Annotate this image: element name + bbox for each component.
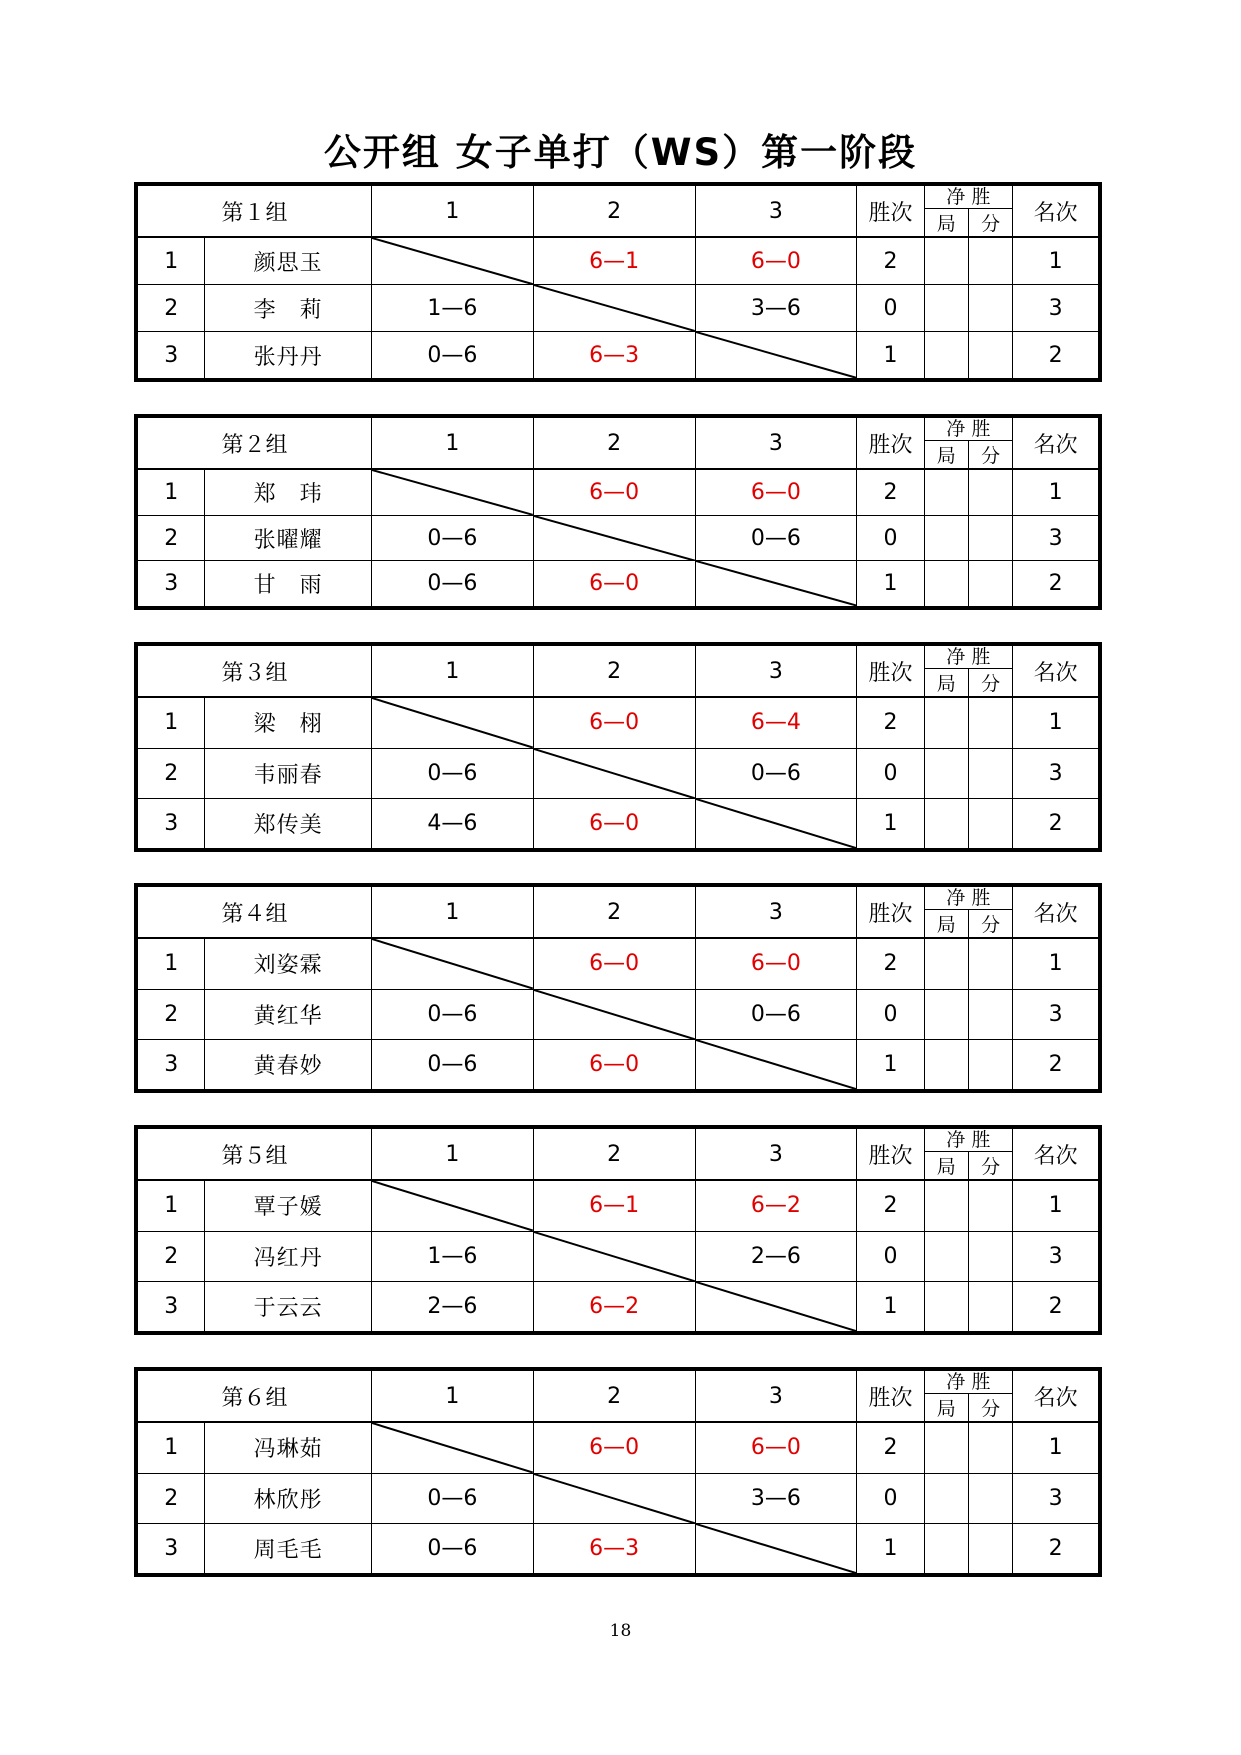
net-games-label: 局 [925, 441, 969, 468]
net-games-cell [924, 1523, 968, 1573]
player-name: 冯琳茹 [205, 1422, 372, 1473]
group-name: 第２组 [138, 418, 372, 470]
net-games-cell [924, 1422, 968, 1473]
score-cell: 6—0 [695, 1422, 857, 1473]
column-header-3: 3 [695, 1129, 857, 1181]
wins-cell: 2 [857, 938, 924, 989]
seed-number: 2 [138, 1473, 205, 1523]
player-name: 李 莉 [205, 285, 372, 332]
net-games-cell [924, 1231, 968, 1281]
player-name: 颜思玉 [205, 237, 372, 285]
score-cell: 0—6 [695, 748, 857, 798]
score-cell: 6—0 [695, 469, 857, 515]
seed-number: 3 [138, 561, 205, 607]
net-points-label: 分 [981, 213, 1001, 235]
net-points-cell [968, 515, 1012, 561]
table-row [138, 1473, 1099, 1523]
diagonal-cell [371, 237, 533, 285]
net-games-cell [924, 697, 968, 748]
rank-cell: 3 [1013, 1231, 1099, 1281]
score-cell: 2—6 [371, 1281, 533, 1331]
score-cell: 0—6 [371, 1523, 533, 1573]
net-games-label: 局 [925, 669, 969, 696]
score-cell: 6—0 [533, 1422, 695, 1473]
page-number: 18 [609, 1621, 632, 1641]
score-cell: 0—6 [371, 561, 533, 607]
net-points-cell [968, 469, 1012, 515]
diagonal-cell [695, 1523, 857, 1573]
rank-header: 名次 [1013, 1129, 1099, 1181]
net-games-label: 局 [925, 910, 969, 937]
table-row [138, 1231, 1099, 1281]
net-games-cell [924, 469, 968, 515]
seed-number: 2 [138, 1231, 205, 1281]
score-cell: 6—0 [533, 561, 695, 607]
seed-number: 3 [138, 1281, 205, 1331]
score-cell: 6—3 [533, 1523, 695, 1573]
group-name: 第６组 [138, 1371, 372, 1423]
rank-cell: 1 [1013, 1180, 1099, 1231]
net-wins-label: 净 胜 [925, 887, 1013, 910]
diagonal-cell [371, 697, 533, 748]
net-games-cell [924, 798, 968, 848]
column-header-2: 2 [533, 1129, 695, 1181]
seed-number: 3 [138, 1039, 205, 1089]
net-games-cell [924, 989, 968, 1039]
net-games-cell [924, 1180, 968, 1231]
table-row [138, 748, 1099, 798]
net-games-cell [924, 561, 968, 607]
table-row [138, 332, 1099, 379]
net-points-cell [968, 285, 1012, 332]
wins-cell: 1 [857, 561, 924, 607]
table-row [138, 1523, 1099, 1573]
wins-cell: 2 [857, 1180, 924, 1231]
net-points-cell [968, 332, 1012, 379]
column-header-1: 1 [371, 887, 533, 939]
diagonal-cell [371, 1180, 533, 1231]
player-name: 周毛毛 [205, 1523, 372, 1573]
table-row [138, 237, 1099, 285]
net-games-cell [924, 748, 968, 798]
column-header-3: 3 [695, 646, 857, 698]
score-cell: 6—4 [695, 697, 857, 748]
net-points-cell [968, 697, 1012, 748]
score-cell: 6—0 [533, 798, 695, 848]
table-row [138, 798, 1099, 848]
seed-number: 1 [138, 1180, 205, 1231]
net-wins-header [924, 887, 1013, 939]
net-points-cell [968, 1523, 1012, 1573]
rank-cell: 3 [1013, 748, 1099, 798]
player-name: 林欣彤 [205, 1473, 372, 1523]
wins-cell: 0 [857, 515, 924, 561]
score-cell: 2—6 [695, 1231, 857, 1281]
net-points-label: 分 [981, 673, 1001, 695]
wins-header: 胜次 [857, 418, 924, 470]
table-row [138, 938, 1099, 989]
wins-cell: 1 [857, 1281, 924, 1331]
score-cell: 6—0 [695, 938, 857, 989]
table-row [138, 1281, 1099, 1331]
net-points-cell [968, 748, 1012, 798]
seed-number: 1 [138, 237, 205, 285]
diagonal-cell [695, 798, 857, 848]
score-cell: 3—6 [695, 1473, 857, 1523]
net-wins-label: 净 胜 [925, 1371, 1013, 1394]
wins-header: 胜次 [857, 887, 924, 939]
seed-number: 1 [138, 938, 205, 989]
seed-number: 3 [138, 1523, 205, 1573]
column-header-3: 3 [695, 418, 857, 470]
player-name: 张曜耀 [205, 515, 372, 561]
wins-header: 胜次 [857, 1129, 924, 1181]
rank-cell: 3 [1013, 515, 1099, 561]
score-cell: 6—2 [533, 1281, 695, 1331]
wins-cell: 0 [857, 1473, 924, 1523]
group-table [134, 1367, 1102, 1577]
rank-header: 名次 [1013, 418, 1099, 470]
score-cell: 0—6 [371, 748, 533, 798]
player-name: 黄春妙 [205, 1039, 372, 1089]
group-name: 第４组 [138, 887, 372, 939]
net-games-cell [924, 938, 968, 989]
rank-header: 名次 [1013, 646, 1099, 698]
rank-cell: 2 [1013, 798, 1099, 848]
net-points-cell [968, 1231, 1012, 1281]
rank-cell: 3 [1013, 989, 1099, 1039]
net-games-cell [924, 1281, 968, 1331]
rank-cell: 1 [1013, 938, 1099, 989]
wins-cell: 0 [857, 285, 924, 332]
rank-header: 名次 [1013, 887, 1099, 939]
score-cell: 6—0 [533, 469, 695, 515]
table-row [138, 1422, 1099, 1473]
net-wins-label: 净 胜 [925, 1129, 1013, 1152]
net-points-cell [968, 237, 1012, 285]
page-title: 公开组 女子单打（WS）第一阶段 [323, 131, 918, 174]
net-games-label: 局 [925, 1394, 969, 1421]
diagonal-cell [695, 561, 857, 607]
seed-number: 1 [138, 697, 205, 748]
score-cell: 6—0 [533, 697, 695, 748]
net-games-cell [924, 332, 968, 379]
net-points-label: 分 [981, 914, 1001, 936]
rank-cell: 1 [1013, 469, 1099, 515]
table-row [138, 989, 1099, 1039]
wins-cell: 1 [857, 1523, 924, 1573]
net-wins-header [924, 1371, 1013, 1423]
table-row [138, 1180, 1099, 1231]
net-games-label: 局 [925, 209, 969, 236]
wins-cell: 2 [857, 237, 924, 285]
column-header-2: 2 [533, 1371, 695, 1423]
rank-cell: 3 [1013, 1473, 1099, 1523]
column-header-2: 2 [533, 646, 695, 698]
group-table [134, 414, 1102, 610]
diagonal-cell [533, 1473, 695, 1523]
rank-cell: 1 [1013, 237, 1099, 285]
net-games-cell [924, 285, 968, 332]
score-cell: 0—6 [371, 989, 533, 1039]
rank-cell: 2 [1013, 332, 1099, 379]
table-row [138, 697, 1099, 748]
net-wins-header [924, 1129, 1013, 1181]
net-points-cell [968, 1422, 1012, 1473]
net-wins-label: 净 胜 [925, 418, 1013, 441]
diagonal-cell [533, 989, 695, 1039]
player-name: 于云云 [205, 1281, 372, 1331]
table-row [138, 469, 1099, 515]
score-cell: 4—6 [371, 798, 533, 848]
group-table [134, 642, 1102, 852]
group-name: 第５组 [138, 1129, 372, 1181]
score-cell: 0—6 [695, 515, 857, 561]
seed-number: 1 [138, 469, 205, 515]
score-cell: 6—0 [533, 1039, 695, 1089]
player-name: 郑传美 [205, 798, 372, 848]
column-header-3: 3 [695, 186, 857, 238]
table-row [138, 561, 1099, 607]
column-header-1: 1 [371, 1371, 533, 1423]
net-wins-header [924, 418, 1013, 470]
seed-number: 2 [138, 748, 205, 798]
player-name: 黄红华 [205, 989, 372, 1039]
player-name: 冯红丹 [205, 1231, 372, 1281]
rank-header: 名次 [1013, 186, 1099, 238]
score-cell: 6—1 [533, 1180, 695, 1231]
diagonal-cell [533, 285, 695, 332]
net-points-cell [968, 938, 1012, 989]
net-points-label: 分 [981, 1398, 1001, 1420]
score-cell: 6—0 [533, 938, 695, 989]
player-name: 张丹丹 [205, 332, 372, 379]
seed-number: 2 [138, 989, 205, 1039]
net-games-cell [924, 1473, 968, 1523]
rank-header: 名次 [1013, 1371, 1099, 1423]
diagonal-cell [371, 1422, 533, 1473]
player-name: 郑 玮 [205, 469, 372, 515]
group-name: 第１组 [138, 186, 372, 238]
column-header-1: 1 [371, 418, 533, 470]
table-row [138, 285, 1099, 332]
player-name: 覃子媛 [205, 1180, 372, 1231]
score-cell: 6—1 [533, 237, 695, 285]
group-table [134, 182, 1102, 382]
score-cell: 3—6 [695, 285, 857, 332]
net-points-cell [968, 798, 1012, 848]
group-table [134, 1125, 1102, 1335]
diagonal-cell [533, 748, 695, 798]
score-cell: 6—0 [695, 237, 857, 285]
net-points-cell [968, 1180, 1012, 1231]
wins-cell: 0 [857, 989, 924, 1039]
net-wins-label: 净 胜 [925, 646, 1013, 669]
wins-cell: 1 [857, 332, 924, 379]
seed-number: 3 [138, 332, 205, 379]
column-header-2: 2 [533, 186, 695, 238]
group-name: 第３组 [138, 646, 372, 698]
seed-number: 2 [138, 285, 205, 332]
rank-cell: 1 [1013, 697, 1099, 748]
net-points-label: 分 [981, 1156, 1001, 1178]
table-row [138, 515, 1099, 561]
net-games-label: 局 [925, 1152, 969, 1179]
score-cell: 6—2 [695, 1180, 857, 1231]
score-cell: 0—6 [371, 515, 533, 561]
net-points-label: 分 [981, 445, 1001, 467]
player-name: 甘 雨 [205, 561, 372, 607]
column-header-3: 3 [695, 1371, 857, 1423]
seed-number: 3 [138, 798, 205, 848]
net-points-cell [968, 1039, 1012, 1089]
rank-cell: 2 [1013, 1523, 1099, 1573]
rank-cell: 2 [1013, 1039, 1099, 1089]
score-cell: 0—6 [371, 1039, 533, 1089]
diagonal-cell [533, 515, 695, 561]
net-points-cell [968, 1281, 1012, 1331]
net-wins-header [924, 186, 1013, 238]
net-games-cell [924, 1039, 968, 1089]
wins-cell: 2 [857, 1422, 924, 1473]
score-cell: 0—6 [371, 1473, 533, 1523]
net-wins-header [924, 646, 1013, 698]
diagonal-cell [533, 1231, 695, 1281]
seed-number: 1 [138, 1422, 205, 1473]
column-header-2: 2 [533, 887, 695, 939]
group-table [134, 883, 1102, 1093]
wins-header: 胜次 [857, 1371, 924, 1423]
rank-cell: 2 [1013, 1281, 1099, 1331]
wins-header: 胜次 [857, 186, 924, 238]
net-points-cell [968, 989, 1012, 1039]
net-points-cell [968, 561, 1012, 607]
diagonal-cell [695, 332, 857, 379]
diagonal-cell [695, 1039, 857, 1089]
wins-cell: 1 [857, 798, 924, 848]
wins-cell: 2 [857, 697, 924, 748]
player-name: 韦丽春 [205, 748, 372, 798]
net-points-cell [968, 1473, 1012, 1523]
score-cell: 1—6 [371, 285, 533, 332]
column-header-1: 1 [371, 1129, 533, 1181]
wins-cell: 1 [857, 1039, 924, 1089]
rank-cell: 2 [1013, 561, 1099, 607]
score-cell: 0—6 [371, 332, 533, 379]
net-games-cell [924, 237, 968, 285]
wins-cell: 2 [857, 469, 924, 515]
diagonal-cell [371, 938, 533, 989]
seed-number: 2 [138, 515, 205, 561]
net-games-cell [924, 515, 968, 561]
net-wins-label: 净 胜 [925, 186, 1013, 209]
column-header-1: 1 [371, 186, 533, 238]
wins-cell: 0 [857, 1231, 924, 1281]
rank-cell: 1 [1013, 1422, 1099, 1473]
wins-cell: 0 [857, 748, 924, 798]
wins-header: 胜次 [857, 646, 924, 698]
score-cell: 1—6 [371, 1231, 533, 1281]
score-cell: 0—6 [695, 989, 857, 1039]
table-row [138, 1039, 1099, 1089]
column-header-2: 2 [533, 418, 695, 470]
player-name: 梁 栩 [205, 697, 372, 748]
rank-cell: 3 [1013, 285, 1099, 332]
score-cell: 6—3 [533, 332, 695, 379]
player-name: 刘姿霖 [205, 938, 372, 989]
diagonal-cell [371, 469, 533, 515]
column-header-1: 1 [371, 646, 533, 698]
column-header-3: 3 [695, 887, 857, 939]
diagonal-cell [695, 1281, 857, 1331]
